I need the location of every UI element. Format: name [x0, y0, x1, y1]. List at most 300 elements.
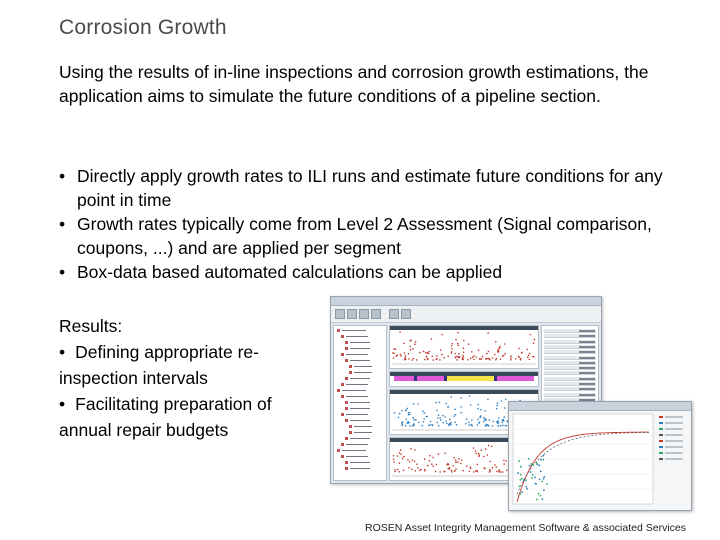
scatter-point: [424, 359, 426, 361]
scatter-point: [456, 359, 458, 361]
scatter-point: [400, 354, 402, 356]
toolbar-icon: [371, 309, 381, 319]
scatter-point: [470, 424, 472, 426]
scatter-point: [398, 471, 400, 473]
scatter-point: [487, 454, 489, 456]
scatter-point: [413, 423, 415, 425]
scatter-point: [468, 422, 470, 424]
segment-marker: [414, 376, 417, 381]
scatter-point: [413, 403, 415, 405]
scatter-point: [473, 355, 475, 357]
bullet-dot: •: [59, 166, 66, 186]
scatter-point: [405, 425, 407, 427]
growth-curve-window: [508, 401, 692, 511]
scatter-point: [458, 356, 460, 358]
tree-node-line: [346, 336, 368, 337]
results-item: [59, 339, 309, 391]
results-item-text: Defining appropriate re-inspection intervals: [59, 342, 259, 388]
scatter-point: [519, 479, 521, 481]
scatter-point: [403, 470, 405, 472]
scatter-point: [455, 357, 457, 359]
scatter-point: [450, 424, 452, 426]
tree-node-line: [342, 390, 366, 391]
scatter-point: [497, 420, 499, 422]
scatter-point: [432, 425, 434, 427]
scatter-point: [469, 395, 471, 397]
scatter-point: [521, 491, 523, 493]
tree-node-line: [346, 444, 368, 445]
scatter-point: [498, 469, 500, 471]
property-value: [579, 394, 595, 396]
scatter-point: [448, 424, 450, 426]
scatter-point: [416, 359, 418, 361]
scatter-point: [393, 455, 395, 457]
scatter-point: [460, 463, 462, 465]
scatter-point: [533, 356, 535, 358]
tree-node-line: [350, 468, 370, 469]
scatter-point: [415, 419, 417, 421]
scatter-point: [445, 403, 447, 405]
scatter-point: [454, 422, 456, 424]
scatter-point: [415, 341, 417, 343]
tree-node-line: [354, 366, 372, 367]
scatter-point: [431, 338, 433, 340]
scatter-point: [445, 420, 447, 422]
scatter-point: [394, 469, 396, 471]
scatter-point: [475, 356, 477, 358]
scatter-point: [423, 421, 425, 423]
scatter-point: [410, 349, 412, 351]
window-title-bar: [509, 402, 691, 411]
scatter-point: [503, 420, 505, 422]
scatter-point: [455, 462, 457, 464]
segment-marker: [444, 376, 447, 381]
legend-swatch: [659, 458, 663, 460]
scatter-point: [394, 471, 396, 473]
property-value: [579, 388, 595, 390]
legend-swatch: [659, 416, 663, 418]
scatter-point: [408, 358, 410, 360]
scatter-point: [408, 422, 410, 424]
scatter-point: [528, 355, 530, 357]
scatter-point: [454, 470, 456, 472]
scatter-point: [506, 425, 508, 427]
scatter-point: [503, 355, 505, 357]
scatter-point: [485, 448, 487, 450]
legend-swatch: [659, 440, 663, 442]
scatter-point: [477, 408, 479, 410]
scatter-point: [493, 421, 495, 423]
tree-node-icon: [345, 467, 348, 470]
tree-node-line: [346, 396, 368, 397]
scatter-point: [455, 414, 457, 416]
scatter-point: [504, 353, 506, 355]
legend-swatch: [659, 422, 663, 424]
scatter-point: [481, 358, 483, 360]
scatter-point: [485, 419, 487, 421]
scatter-point: [432, 465, 434, 467]
scatter-point: [496, 466, 498, 468]
scatter-point: [435, 402, 437, 404]
scatter-point: [478, 349, 480, 351]
scatter-point: [407, 459, 409, 461]
scatter-point: [470, 404, 472, 406]
tree-node-icon: [345, 437, 348, 440]
scatter-point: [454, 409, 456, 411]
scatter-point: [450, 422, 452, 424]
scatter-point: [496, 471, 498, 473]
scatter-point: [501, 421, 503, 423]
scatter-point: [498, 417, 500, 419]
scatter-point: [451, 396, 453, 398]
scatter-point: [429, 424, 431, 426]
scatter-point: [525, 486, 527, 488]
scatter-point: [393, 357, 395, 359]
scatter-point: [487, 424, 489, 426]
scatter-point: [426, 416, 428, 418]
scatter-point: [461, 459, 463, 461]
scatter-point: [451, 343, 453, 345]
scatter-point: [436, 464, 438, 466]
scatter-point: [457, 343, 459, 345]
scatter-point: [543, 459, 545, 461]
scatter-point: [502, 425, 504, 427]
scatter-point: [498, 350, 500, 352]
property-value: [579, 367, 595, 369]
scatter-point: [519, 493, 521, 495]
scatter-point: [419, 352, 421, 354]
scatter-point: [457, 332, 459, 334]
tree-node-line: [350, 438, 370, 439]
scatter-point: [444, 471, 446, 473]
scatter-point: [447, 463, 449, 465]
scatter-point: [458, 458, 460, 460]
scatter-point: [505, 460, 507, 462]
scatter-point: [484, 410, 486, 412]
tree-node-icon: [345, 377, 348, 380]
scatter-point: [475, 450, 477, 452]
scatter-point: [408, 353, 410, 355]
scatter-point: [534, 477, 536, 479]
segment-magenta: [394, 376, 444, 381]
scatter-point: [423, 351, 425, 353]
scatter-point: [510, 355, 512, 357]
scatter-point: [405, 410, 407, 412]
scatter-point: [500, 425, 502, 427]
scatter-point: [447, 468, 449, 470]
scatter-point: [409, 414, 411, 416]
scatter-point: [492, 467, 494, 469]
property-value: [579, 351, 595, 353]
scatter-point: [399, 331, 401, 333]
property-value: [579, 346, 595, 348]
scatter-point: [425, 352, 427, 354]
scatter-point: [533, 342, 535, 344]
scatter-point: [442, 422, 444, 424]
tree-node-line: [350, 462, 370, 463]
scatter-point: [418, 422, 420, 424]
scatter-point: [487, 332, 489, 334]
scatter-point: [527, 349, 529, 351]
scatter-point: [395, 348, 397, 350]
scatter-point: [531, 477, 533, 479]
scatter-point: [451, 351, 453, 353]
scatter-point: [529, 353, 531, 355]
scatter-point: [451, 348, 453, 350]
scatter-point: [517, 472, 519, 474]
scatter-point: [477, 419, 479, 421]
project-tree-panel: [333, 325, 387, 481]
scatter-point: [542, 498, 544, 500]
scatter-point: [399, 452, 401, 454]
scatter-point: [417, 403, 419, 405]
scatter-point: [424, 412, 426, 414]
scatter-point: [413, 358, 415, 360]
scatter-point: [435, 471, 437, 473]
scatter-point: [528, 359, 530, 361]
tree-node-line: [350, 420, 370, 421]
scatter-point: [468, 425, 470, 427]
bullet-text: Growth rates typically come from Level 2 Assessment (Signal comparison, coupons, ...) and are applied per segment: [77, 214, 652, 258]
scatter-point: [398, 417, 400, 419]
scatter-point: [438, 425, 440, 427]
tree-node-line: [342, 450, 366, 451]
scatter-point: [456, 424, 458, 426]
scatter-point: [401, 410, 403, 412]
scatter-point: [455, 459, 457, 461]
scatter-point: [546, 483, 548, 485]
scatter-point: [496, 408, 498, 410]
scatter-point: [489, 419, 491, 421]
tree-node-icon: [337, 329, 340, 332]
scatter-point: [409, 425, 411, 427]
segment-bar-plot: [389, 371, 539, 387]
scatter-point: [496, 405, 498, 407]
scatter-point: [439, 471, 441, 473]
scatter-point: [461, 412, 463, 414]
scatter-point: [520, 358, 522, 360]
property-value: [579, 383, 595, 385]
scatter-point: [414, 449, 416, 451]
scatter-point: [465, 423, 467, 425]
scatter-point: [460, 397, 462, 399]
scatter-point: [446, 423, 448, 425]
scatter-point: [407, 408, 409, 410]
tree-node-line: [346, 414, 368, 415]
scatter-point: [409, 346, 411, 348]
scatter-point: [447, 355, 449, 357]
scatter-point: [473, 447, 475, 449]
tree-node-line: [350, 342, 370, 343]
scatter-point: [468, 343, 470, 345]
scatter-point: [449, 467, 451, 469]
scatter-point: [439, 359, 441, 361]
scatter-point: [402, 421, 404, 423]
scatter-point: [470, 358, 472, 360]
toolbar-icon: [359, 309, 369, 319]
scatter-point: [403, 343, 405, 345]
scatter-point: [411, 469, 413, 471]
scatter-point: [417, 467, 419, 469]
scatter-point: [415, 470, 417, 472]
scatter-point: [444, 416, 446, 418]
scatter-point: [539, 479, 541, 481]
tree-node-icon: [345, 419, 348, 422]
scatter-point: [536, 499, 538, 501]
scatter-point: [478, 455, 480, 457]
scatter-point: [502, 471, 504, 473]
scatter-point: [518, 357, 520, 359]
scatter-point: [483, 417, 485, 419]
scatter-point: [487, 399, 489, 401]
scatter-point: [469, 471, 471, 473]
scatter-point: [471, 419, 473, 421]
tree-node-line: [350, 408, 370, 409]
tree-node-icon: [337, 389, 340, 392]
scatter-point: [473, 471, 475, 473]
tree-node-line: [350, 360, 370, 361]
scatter-point: [455, 339, 457, 341]
scatter-point: [521, 352, 523, 354]
scatter-point: [397, 469, 399, 471]
legend-swatch: [659, 452, 663, 454]
property-value: [579, 378, 595, 380]
bullet-dot: •: [59, 262, 66, 282]
segment-marker: [494, 376, 497, 381]
scatter-point: [451, 471, 453, 473]
scatter-point: [463, 356, 465, 358]
scatter-point: [400, 453, 402, 455]
scatter-point: [463, 340, 465, 342]
results-item: [59, 391, 309, 443]
scatter-point: [470, 466, 472, 468]
scatter-point: [432, 457, 434, 459]
scatter-point: [541, 481, 543, 483]
scatter-point: [409, 461, 411, 463]
scatter-point: [416, 463, 418, 465]
scatter-point: [471, 351, 473, 353]
scatter-point: [543, 478, 545, 480]
scatter-point: [485, 425, 487, 427]
scatter-point: [504, 407, 506, 409]
tree-node-icon: [349, 431, 352, 434]
scatter-point: [488, 445, 490, 447]
tree-node-icon: [345, 407, 348, 410]
scatter-point: [486, 358, 488, 360]
scatter-point: [423, 418, 425, 420]
scatter-point: [463, 351, 465, 353]
scatter-point: [527, 357, 529, 359]
tree-node-icon: [341, 335, 344, 338]
scatter-point: [477, 464, 479, 466]
scatter-point: [458, 353, 460, 355]
property-value: [579, 362, 595, 364]
scatter-point: [412, 348, 414, 350]
scatter-point: [402, 458, 404, 460]
scatter-point: [441, 354, 443, 356]
scatter-point: [408, 412, 410, 414]
toolbar-icon: [335, 309, 345, 319]
scatter-point: [532, 474, 534, 476]
results-heading: Results:: [59, 316, 123, 336]
scatter-point: [406, 419, 408, 421]
scatter-point: [499, 346, 501, 348]
scatter-point: [462, 355, 464, 357]
intro-paragraph: Using the results of in-line inspections and corrosion growth estimations, the application aims to simulate the future conditions of a pipeline section.: [59, 62, 649, 106]
tree-node-line: [350, 348, 370, 349]
scatter-point: [410, 448, 412, 450]
scatter-point: [400, 355, 402, 357]
scatter-point: [518, 460, 520, 462]
scatter-point: [455, 353, 457, 355]
scatter-point: [486, 353, 488, 355]
scatter-point: [436, 410, 438, 412]
scatter-point: [538, 493, 540, 495]
legend-swatch: [659, 428, 663, 430]
scatter-point: [420, 469, 422, 471]
scatter-1-svg: [390, 330, 538, 368]
scatter-point: [408, 467, 410, 469]
window-title-bar: [331, 297, 601, 306]
scatter-point: [424, 458, 426, 460]
scatter-point: [538, 465, 540, 467]
scatter-point: [523, 479, 525, 481]
scatter-point: [458, 345, 460, 347]
scatter-point: [413, 425, 415, 427]
tree-node-icon: [345, 359, 348, 362]
scatter-point: [393, 461, 395, 463]
scatter-point: [484, 468, 486, 470]
scatter-point: [478, 453, 480, 455]
scatter-point: [532, 464, 534, 466]
red-scatter-plot: [389, 325, 539, 369]
tree-node-line: [354, 426, 372, 427]
scatter-point: [462, 359, 464, 361]
tree-node-line: [346, 384, 368, 385]
scatter-point: [414, 461, 416, 463]
scatter-point: [399, 462, 401, 464]
tree-node-icon: [345, 347, 348, 350]
tree-node-line: [354, 432, 372, 433]
bullet-text: Box-data based automated calculations can be applied: [77, 262, 503, 282]
scatter-point: [429, 351, 431, 353]
scatter-point: [436, 422, 438, 424]
scatter-point: [519, 486, 521, 488]
property-value: [579, 372, 595, 374]
scatter-point: [421, 425, 423, 427]
scatter-point: [427, 358, 429, 360]
scatter-point: [413, 419, 415, 421]
scatter-point: [428, 353, 430, 355]
window-toolbar: [331, 306, 601, 323]
scatter-point: [412, 417, 414, 419]
scatter-point: [447, 406, 449, 408]
scatter-point: [483, 456, 485, 458]
scatter-point: [405, 358, 407, 360]
toolbar-icon: [347, 309, 357, 319]
scatter-point: [495, 341, 497, 343]
scatter-point: [431, 463, 433, 465]
scatter-point: [479, 358, 481, 360]
scatter-point: [490, 461, 492, 463]
scatter-point: [394, 412, 396, 414]
scatter-point: [466, 465, 468, 467]
bullet-text: Directly apply growth rates to ILI runs and estimate future conditions for any point in time: [77, 166, 663, 210]
scatter-point: [396, 354, 398, 356]
scatter-point: [500, 471, 502, 473]
scatter-point: [499, 471, 501, 473]
property-value: [579, 341, 595, 343]
